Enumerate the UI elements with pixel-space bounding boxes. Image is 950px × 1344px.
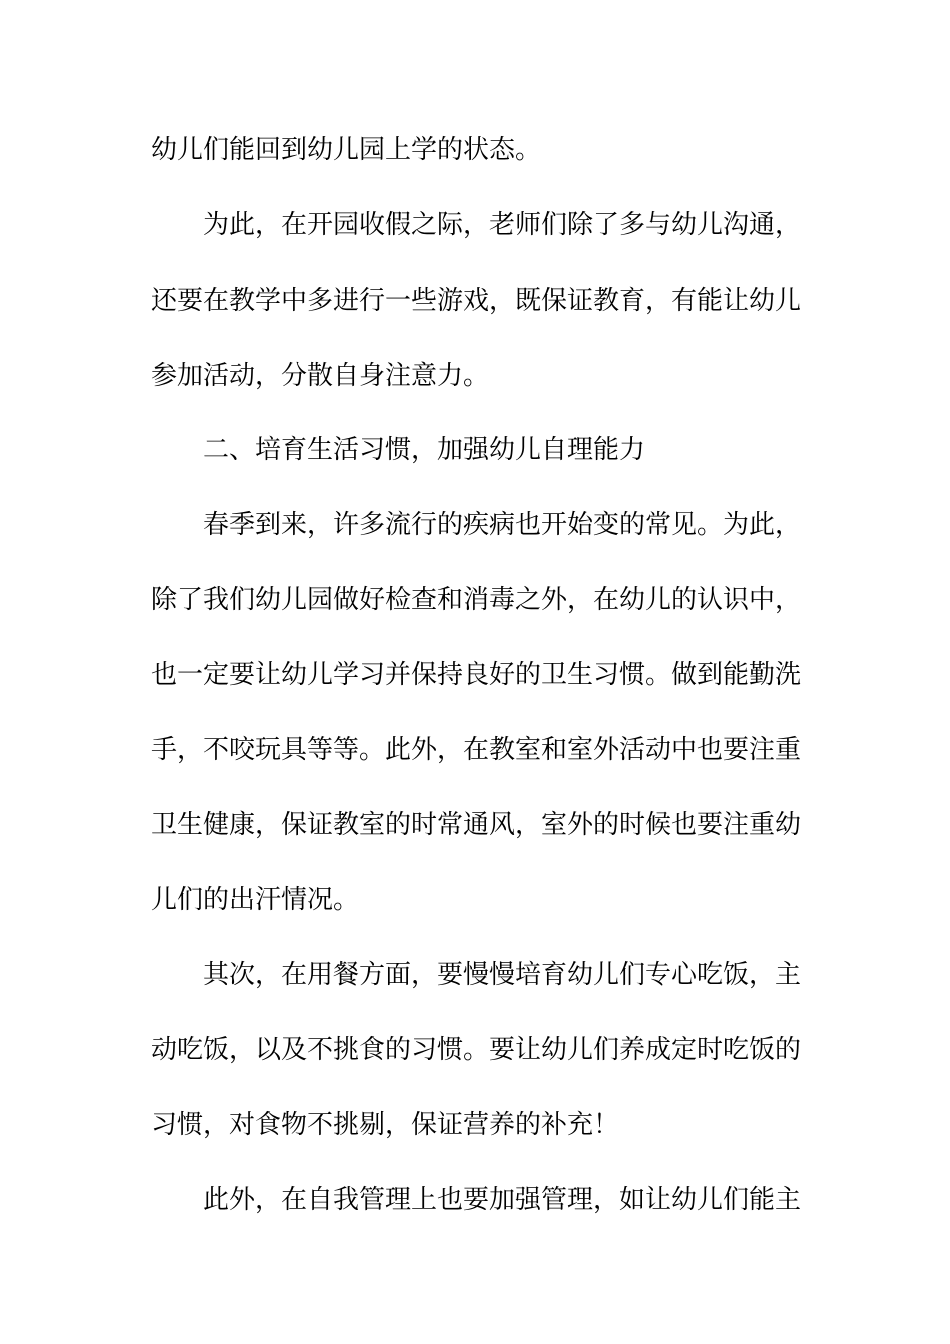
text-line: 参加活动，分散自身注意力。 xyxy=(151,361,490,391)
text-line: 此外，在自我管理上也要加强管理，如让幼儿们能主 xyxy=(203,1185,802,1215)
text-line: 为此，在开园收假之际，老师们除了多与幼儿沟通， xyxy=(203,210,802,240)
text-line: 幼儿们能回到幼儿园上学的状态。 xyxy=(151,135,542,165)
text-line: 除了我们幼儿园做好检查和消毒之外，在幼儿的认识中， xyxy=(151,585,802,615)
section-heading: 二、培育生活习惯，加强幼儿自理能力 xyxy=(203,435,646,465)
text-line: 动吃饭，以及不挑食的习惯。要让幼儿们养成定时吃饭的 xyxy=(151,1035,802,1065)
text-line: 习惯，对食物不挑剔，保证营养的补充！ xyxy=(151,1110,620,1140)
text-line: 也一定要让幼儿学习并保持良好的卫生习惯。做到能勤洗 xyxy=(151,660,802,690)
text-line: 手，不咬玩具等等。此外，在教室和室外活动中也要注重 xyxy=(151,735,802,765)
text-line: 其次，在用餐方面，要慢慢培育幼儿们专心吃饭，主 xyxy=(203,960,802,990)
text-line: 卫生健康，保证教室的时常通风，室外的时候也要注重幼 xyxy=(151,810,802,840)
text-line: 还要在教学中多进行一些游戏，既保证教育，有能让幼儿 xyxy=(151,286,802,316)
text-line: 春季到来，许多流行的疾病也开始变的常见。为此， xyxy=(203,510,802,540)
text-line: 儿们的出汗情况。 xyxy=(151,885,360,915)
